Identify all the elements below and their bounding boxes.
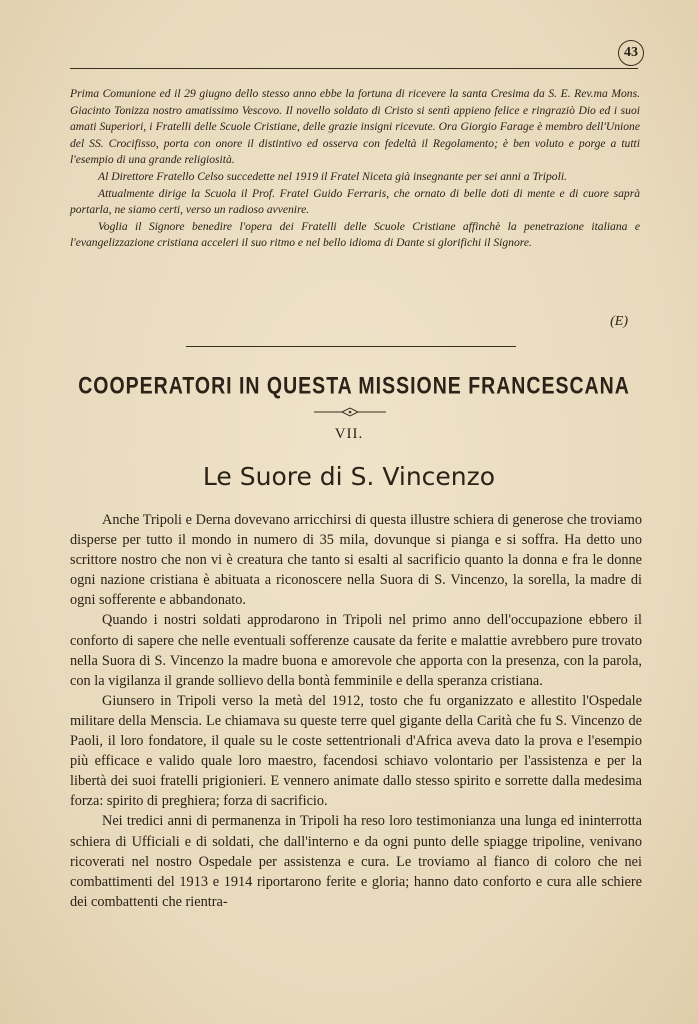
paragraph: Quando i nostri soldati approdarono in Tripoli nel primo anno dell'occupazione ebbero il conforto di sapere che nelle eventuali sofferenze causate da ferite e malattie avrebbero pure trovato nella Suora di S. Vincenzo la madre buona e amorevole che apporta con la presenza, con la parola, con la vigilanza il grande sollievo della bontà femminile e della speranza cristiana. [70, 612, 642, 689]
header-rule [70, 68, 638, 69]
paragraph: Anche Tripoli e Derna dovevano arricchirsi di questa illustre schiera di generose che troviamo disperse per tutto il mondo in numero di 35 mila, dovunque si pianga e si soffra. Ha detto uno scrittore nostro che non vi è creatura che tanto si esalti al sacrificio quanto la donna e fra le donne ogni nazione cristiana è abituata a riconoscere nella Suora di S. Vincenzo, la sorella, la madre di ogni sofferente e abbandonato. [70, 512, 642, 609]
section-title: COOPERATORI IN QUESTA MISSIONE FRANCESCANA [78, 372, 630, 400]
paragraph: Giunsero in Tripoli verso la metà del 1912, tosto che fu organizzato e allestito l'Ospedale militare della Menscia. Le chiamava su queste terre quel gigante della Carità che fu S. Vincenzo de Paoli, il loro fondatore, il quale su le coste settentrionali d'Africa aveva dato la prova e l'esempio più efficace e valido quale loro maestro, facendosi schiavo volontario per l'assistenza e per la libertà dei suoi fratelli prigionieri. E vennero animate dallo stesso spirito e sorrette dalla medesima forza: spirito di preghiera; forza di sacrificio. [70, 692, 642, 810]
paragraph: Al Direttore Fratello Celso succedette nel 1919 il Fratel Niceta già insegnante per sei anni a Tripoli. [98, 169, 567, 183]
ornament-divider [312, 406, 388, 418]
page-number: 43 [618, 40, 644, 66]
paragraph: Attualmente dirige la Scuola il Prof. Fratel Guido Ferraris, che ornato di belle doti di mente e di cuore saprà portarla, ne siamo certi, verso un radioso avvenire. [70, 186, 640, 217]
chapter-title: Le Suore di S. Vincenzo [202, 462, 496, 491]
chapter-number: VII. [334, 426, 364, 442]
paragraph: Nei tredici anni di permanenza in Tripoli ha reso loro testimonianza una lunga ed ininterrotta schiera di Ufficiali e di soldati, che dall'interno e da ogni punto delle spiagge tripoline, venivano ricoverati nel nostro Ospedale per assistenza e cura. Le troviamo al fianco di coloro che nei combattimenti del 1913 e 1914 riportarono ferite e gloria; hanno dato conforto e cura alle schiere dei combattenti che rientra- [70, 813, 642, 910]
author-signature: (E) [610, 314, 628, 329]
paragraph: Prima Comunione ed il 29 giugno dello stesso anno ebbe la fortuna di ricevere la santa Cresima da S. E. Rev.ma Mons. Giacinto Tonizza nostro amatissimo Vescovo. Il novello soldato di Cristo si sentì appieno felice e ringraziò Dio ed i suoi amati Superiori, i Fratelli delle Scuole Cristiane, delle grazie insigni ricevute. Ora Giorgio Farage è membro dell'Unione del SS. Crocifisso, porta con onore il distintivo ed osserva con fedeltà il Regolamento; è ben voluto e porge a tutti l'esempio di una grande religiosità. [70, 87, 640, 167]
section-divider [186, 346, 516, 347]
article-body [70, 510, 642, 912]
previous-article-text [70, 86, 640, 252]
paragraph: Voglia il Signore benedire l'opera dei Fratelli delle Scuole Cristiane affinchè la penetrazione italiana e l'evangelizzazione cristiana acceleri il suo ritmo e nel bello idioma di Dante si glorifichi il Signore. [70, 219, 640, 250]
